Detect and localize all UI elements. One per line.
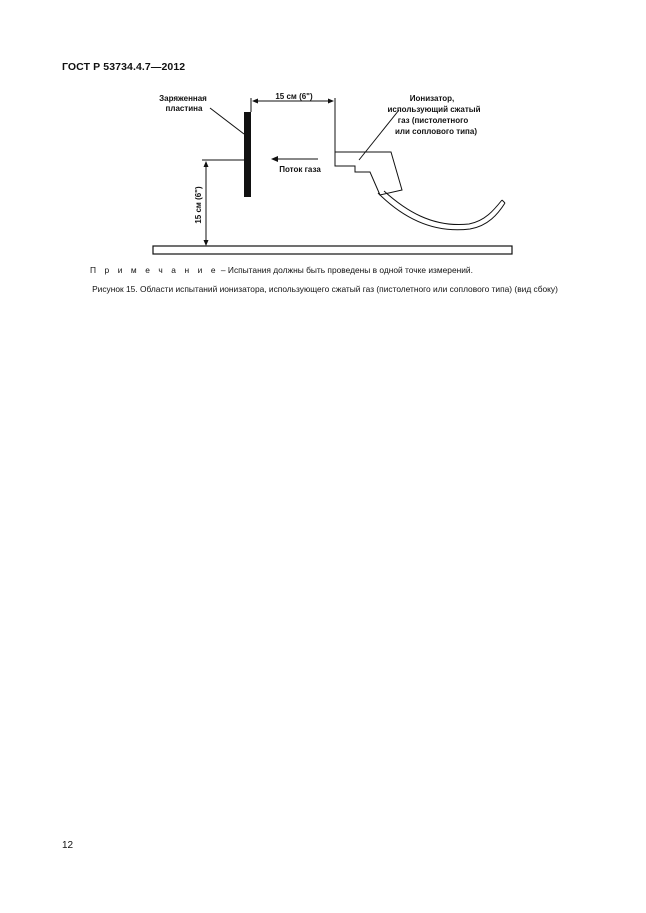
plate-label-leader [210,108,244,134]
figure-note [90,265,473,275]
base-surface [153,246,512,254]
note-prefix: П р и м е ч а н и е [90,265,219,275]
h-dim-arrow-right [328,99,334,104]
v-dim-arrow-bottom [204,240,209,246]
charged-plate [244,112,251,197]
ionizer-gun [335,152,402,195]
ionizer-label-line-4: или соплового типа) [395,127,477,136]
note-text: – Испытания должны быть проведены в одной точке измерений. [218,265,473,275]
horizontal-distance-label: 15 см (6") [275,92,313,101]
plate-label-line-1: Заряженная [159,94,207,103]
hose-end-cap [502,200,505,203]
ionizer-hose-outer [378,193,505,230]
plate-label-line-2: пластина [165,104,203,113]
v-dim-arrow-top [204,161,209,167]
document-header: ГОСТ Р 53734.4.7—2012 [62,61,186,73]
ionizer-label-line-1: Ионизатор, [409,94,455,103]
vertical-distance-label: 15 см (6") [194,186,203,224]
h-dim-arrow-left [252,99,258,104]
gas-flow-label: Поток газа [279,165,321,174]
ionizer-hose-inner [384,191,502,225]
figure-caption: Рисунок 15. Области испытаний ионизатора, использующего сжатый газ (пистолетного или соплового типа) (вид сбоку) [92,284,558,294]
gas-flow-arrow-head [271,156,278,162]
ionizer-label-line-3: газ (пистолетного [397,116,469,125]
page-number: 12 [62,840,74,851]
ionizer-label-line-2: использующий сжатый [387,105,481,114]
